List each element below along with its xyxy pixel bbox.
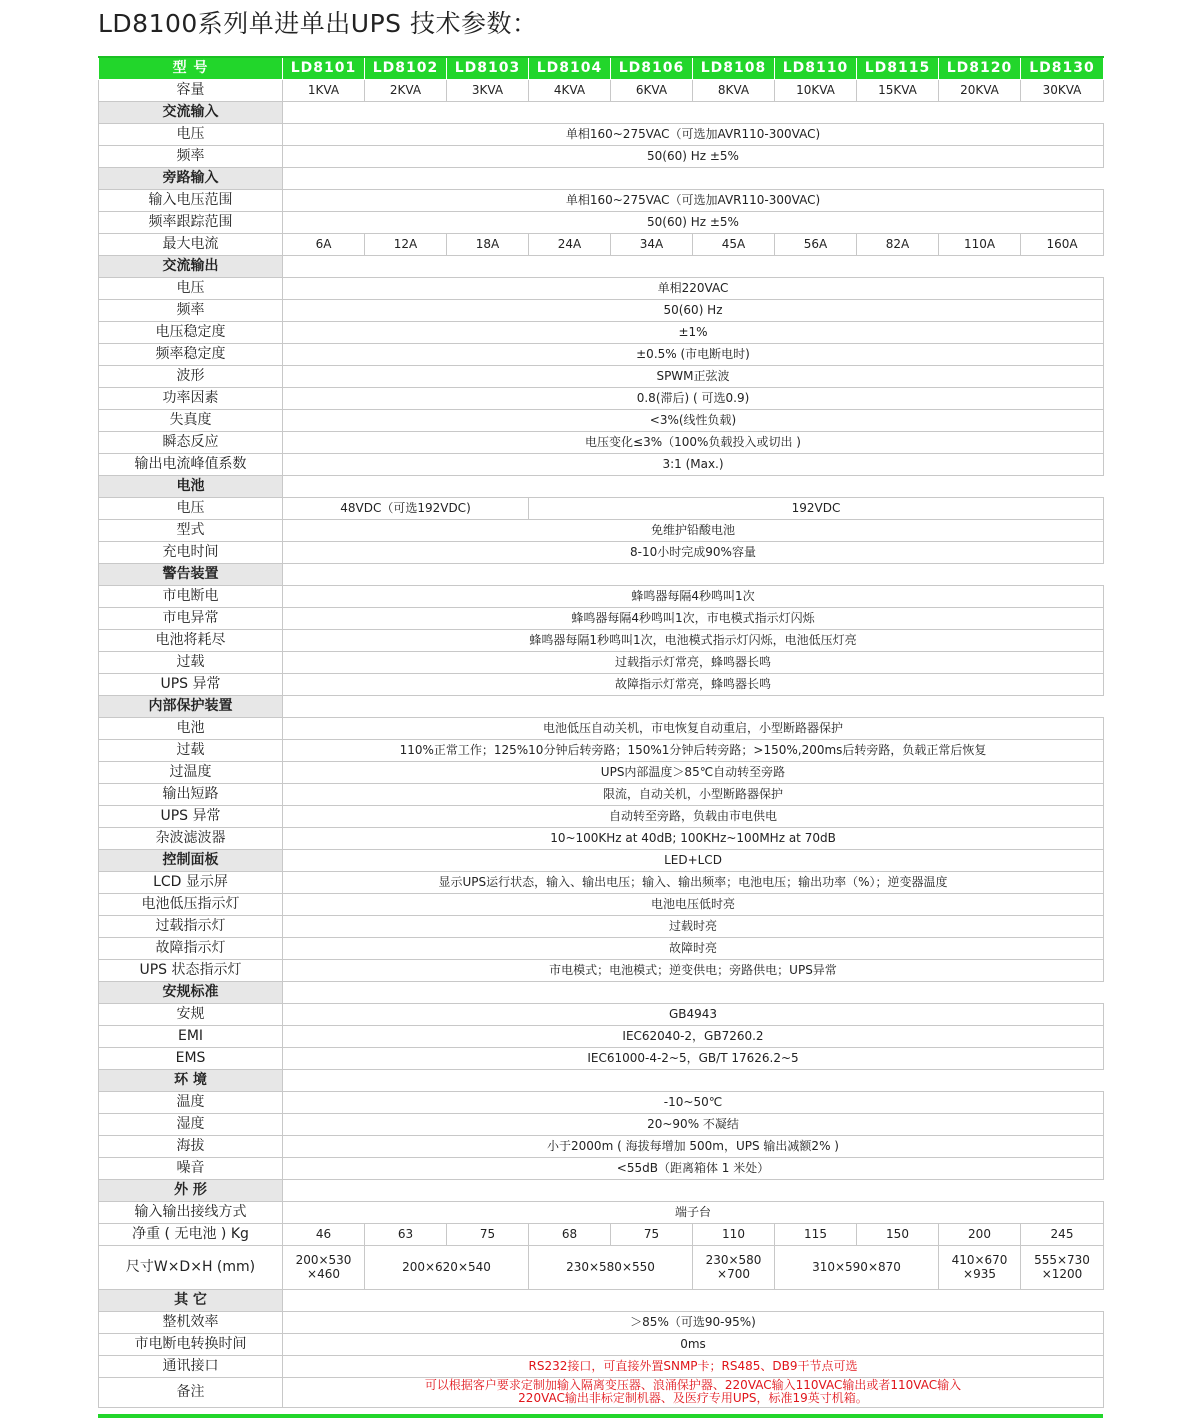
row-value: LED+LCD [283,849,1104,871]
row-value: 10~100KHz at 40dB; 100KHz~100MHz at 70dB [283,827,1104,849]
row-value: 故障时亮 [283,937,1104,959]
row-label: 噪音 [99,1157,283,1179]
row-value: 可以根据客户要求定制加输入隔离变压器、浪涌保护器、220VAC输入110VAC输出或者110VAC输入220VAC输出非标定制机器、及医疗专用UPS，标准19英寸机箱。 [283,1377,1104,1407]
row-label: 输入输出接线方式 [99,1201,283,1223]
table-row [99,321,1104,343]
row-label: EMI [99,1025,283,1047]
row-value-cell: 6KVA [611,79,693,101]
row-value: 电压变化≤3%（100%负载投入或切出 ) [283,431,1104,453]
row-value-cell: 555×730 ×1200 [1021,1245,1104,1289]
table-row [99,915,1104,937]
section-spacer [283,1289,1104,1311]
table-row [99,585,1104,607]
row-value-cell: 1KVA [283,79,365,101]
table-row [99,673,1104,695]
row-label: EMS [99,1047,283,1069]
table-row [99,805,1104,827]
row-label: 故障指示灯 [99,937,283,959]
row-value: IEC62040-2，GB7260.2 [283,1025,1104,1047]
row-value-cell: 20KVA [939,79,1021,101]
section-other [99,1289,1104,1311]
table-row [99,211,1104,233]
table-row [99,1113,1104,1135]
model-header-cell: LD8108 [693,57,775,79]
table-row [99,893,1104,915]
section-ac-input [99,101,1104,123]
table-row [99,783,1104,805]
section-title: 警告装置 [99,563,283,585]
section-title: 交流输出 [99,255,283,277]
row-value-cell: 245 [1021,1223,1104,1245]
model-header-cell: LD8130 [1021,57,1104,79]
row-value: ＞85%（可选90-95%) [283,1311,1104,1333]
row-value-cell: 34A [611,233,693,255]
row-label: 电池低压指示灯 [99,893,283,915]
row-value: <55dB（距离箱体 1 米处） [283,1157,1104,1179]
table-row [99,519,1104,541]
row-value: 48VDC（可选192VDC) [283,497,529,519]
row-value: 小于2000m ( 海拔每增加 500m，UPS 输出减额2% ) [283,1135,1104,1157]
row-value-cell: 110A [939,233,1021,255]
row-value: 市电模式；电池模式；逆变供电；旁路供电；UPS异常 [283,959,1104,981]
row-label: 充电时间 [99,541,283,563]
header-row [99,57,1104,79]
table-row [99,123,1104,145]
row-label: 频率 [99,299,283,321]
table-row [99,937,1104,959]
row-value-cell: 45A [693,233,775,255]
row-label: 输出电流峰值系数 [99,453,283,475]
table-row [99,1047,1104,1069]
row-value-cell: 230×580 ×700 [693,1245,775,1289]
spec-table [98,56,1104,1408]
section-title: 控制面板 [99,849,283,871]
table-row [99,1157,1104,1179]
table-row [99,651,1104,673]
model-header-cell: LD8103 [447,57,529,79]
row-value-cell: 8KVA [693,79,775,101]
row-value-cell: 82A [857,233,939,255]
table-row [99,717,1104,739]
row-value: 电池电压低时亮 [283,893,1104,915]
section-bypass-input [99,167,1104,189]
section-title: 内部保护装置 [99,695,283,717]
row-label: 失真度 [99,409,283,431]
row-value-cell: 15KVA [857,79,939,101]
section-spacer [283,695,1104,717]
row-value: 限流，自动关机，小型断路器保护 [283,783,1104,805]
row-label: UPS 异常 [99,673,283,695]
table-row [99,409,1104,431]
row-label: 市电异常 [99,607,283,629]
row-value: 单相160~275VAC（可选加AVR110-300VAC) [283,189,1104,211]
row-value: 电池低压自动关机，市电恢复自动重启，小型断路器保护 [283,717,1104,739]
row-value: RS232接口，可直接外置SNMP卡；RS485、DB9干节点可选 [283,1355,1104,1377]
row-value: -10~50℃ [283,1091,1104,1113]
section-spacer [283,1069,1104,1091]
table-row [99,629,1104,651]
row-label: 频率 [99,145,283,167]
row-label: 净重 ( 无电池 ) Kg [99,1223,283,1245]
model-header-cell: LD8101 [283,57,365,79]
row-label: 过载指示灯 [99,915,283,937]
section-title: 环 境 [99,1069,283,1091]
table-row [99,1333,1104,1355]
row-label: UPS 状态指示灯 [99,959,283,981]
section-battery [99,475,1104,497]
row-value: UPS内部温度＞85℃自动转至旁路 [283,761,1104,783]
section-spacer [283,101,1104,123]
table-row [99,145,1104,167]
row-label: 海拔 [99,1135,283,1157]
section-title: 交流输入 [99,101,283,123]
row-value: 110%正常工作；125%10分钟后转旁路；150%1分钟后转旁路；>150%,200ms后转旁路，负载正常后恢复 [283,739,1104,761]
row-value-cell: 75 [447,1223,529,1245]
model-header-cell: LD8106 [611,57,693,79]
row-value: 过载指示灯常亮，蜂鸣器长鸣 [283,651,1104,673]
row-value-cell: 3KVA [447,79,529,101]
row-label: 安规 [99,1003,283,1025]
row-label: 电压 [99,277,283,299]
row-value-cell: 24A [529,233,611,255]
row-value: 过载时亮 [283,915,1104,937]
row-label: 型式 [99,519,283,541]
model-header-cell: LD8102 [365,57,447,79]
row-value-cell: 56A [775,233,857,255]
row-label: 电池 [99,717,283,739]
section-spacer [283,981,1104,1003]
model-header-cell: LD8120 [939,57,1021,79]
row-label: LCD 显示屏 [99,871,283,893]
row-value: 20~90% 不凝结 [283,1113,1104,1135]
row-value: 192VDC [529,497,1104,519]
model-header-cell: LD8110 [775,57,857,79]
table-row [99,761,1104,783]
row-value-cell: 18A [447,233,529,255]
table-row [99,1091,1104,1113]
row-value-cell: 6A [283,233,365,255]
table-row [99,739,1104,761]
row-value-cell: 160A [1021,233,1104,255]
table-row [99,343,1104,365]
row-value: 免维护铅酸电池 [283,519,1104,541]
row-value-cell: 46 [283,1223,365,1245]
table-row [99,1025,1104,1047]
row-label: 瞬态反应 [99,431,283,453]
table-row [99,299,1104,321]
row-value: 自动转至旁路，负载由市电供电 [283,805,1104,827]
table-row [99,497,1104,519]
row-value: 故障指示灯常亮，蜂鸣器长鸣 [283,673,1104,695]
section-environment [99,1069,1104,1091]
row-value: IEC61000-4-2~5，GB/T 17626.2~5 [283,1047,1104,1069]
row-label: 电池将耗尽 [99,629,283,651]
row-label: 电压稳定度 [99,321,283,343]
section-safety [99,981,1104,1003]
table-row [99,871,1104,893]
row-value-cell: 68 [529,1223,611,1245]
row-value-cell: 63 [365,1223,447,1245]
row-value-cell: 230×580×550 [529,1245,693,1289]
row-value: 蜂鸣器每隔4秒鸣叫1次 [283,585,1104,607]
row-label: 电压 [99,497,283,519]
row-value-cell: 12A [365,233,447,255]
model-header-cell: LD8115 [857,57,939,79]
table-row [99,1223,1104,1245]
row-label: 频率跟踪范围 [99,211,283,233]
row-value-cell: 200×530 ×460 [283,1245,365,1289]
row-label: 输入电压范围 [99,189,283,211]
row-value-cell: 200 [939,1223,1021,1245]
table-row [99,277,1104,299]
table-row [99,827,1104,849]
row-value-cell: 410×670 ×935 [939,1245,1021,1289]
row-value-cell: 4KVA [529,79,611,101]
row-value: 50(60) Hz [283,299,1104,321]
row-label: 备注 [99,1377,283,1407]
section-title: 安规标准 [99,981,283,1003]
row-label: 过载 [99,651,283,673]
section-title: 电池 [99,475,283,497]
table-row [99,431,1104,453]
row-value-cell: 30KVA [1021,79,1104,101]
table-row [99,607,1104,629]
row-value-cell: 150 [857,1223,939,1245]
section-spacer [283,475,1104,497]
row-label: 通讯接口 [99,1355,283,1377]
row-value: 0.8(滞后) ( 可选0.9) [283,387,1104,409]
section-alarms [99,563,1104,585]
section-spacer [283,563,1104,585]
row-value: ±1% [283,321,1104,343]
row-label: 电压 [99,123,283,145]
row-value: GB4943 [283,1003,1104,1025]
row-label: 整机效率 [99,1311,283,1333]
row-value: 蜂鸣器每隔4秒鸣叫1次，市电模式指示灯闪烁 [283,607,1104,629]
row-value: 50(60) Hz ±5% [283,145,1104,167]
model-header-cell: LD8104 [529,57,611,79]
table-row [99,1245,1104,1289]
row-value: 显示UPS运行状态，输入、输出电压；输入、输出频率；电池电压；输出功率（%）；逆变器温度 [283,871,1104,893]
table-row [99,1003,1104,1025]
section-title: 旁路输入 [99,167,283,189]
section-spacer [283,255,1104,277]
row-value-cell: 110 [693,1223,775,1245]
row-label: 杂波滤波器 [99,827,283,849]
section-spacer [283,167,1104,189]
section-spacer [283,1179,1104,1201]
table-row [99,1311,1104,1333]
table-row [99,387,1104,409]
row-value-cell: 310×590×870 [775,1245,939,1289]
row-label: UPS 异常 [99,805,283,827]
row-label: 功率因素 [99,387,283,409]
section-protection [99,695,1104,717]
table-row [99,233,1104,255]
row-value: ±0.5% (市电断电时) [283,343,1104,365]
row-value: 单相160~275VAC（可选加AVR110-300VAC) [283,123,1104,145]
row-label: 过载 [99,739,283,761]
section-ac-output [99,255,1104,277]
row-label: 容量 [99,79,283,101]
row-label: 最大电流 [99,233,283,255]
row-label: 温度 [99,1091,283,1113]
table-row [99,1135,1104,1157]
section-title: 外 形 [99,1179,283,1201]
row-value: 8-10小时完成90%容量 [283,541,1104,563]
table-row [99,959,1104,981]
row-label: 波形 [99,365,283,387]
page-title: LD8100系列单进单出UPS 技术参数： [98,9,538,38]
row-value-cell: 75 [611,1223,693,1245]
model-header-label: 型 号 [99,57,283,79]
row-value: 端子台 [283,1201,1104,1223]
row-label: 过温度 [99,761,283,783]
table-row [99,453,1104,475]
row-value: 50(60) Hz ±5% [283,211,1104,233]
row-value: 0ms [283,1333,1104,1355]
table-row [99,1355,1104,1377]
row-label: 输出短路 [99,783,283,805]
table-row [99,1377,1104,1407]
row-value-cell: 115 [775,1223,857,1245]
row-label: 市电断电 [99,585,283,607]
row-label: 尺寸W×D×H (mm) [99,1245,283,1289]
table-row [99,541,1104,563]
table-row [99,189,1104,211]
table-row [99,79,1104,101]
row-value: <3%(线性负载) [283,409,1104,431]
row-value: SPWM正弦波 [283,365,1104,387]
section-control-panel [99,849,1104,871]
row-value-cell: 2KVA [365,79,447,101]
table-row [99,365,1104,387]
section-appearance [99,1179,1104,1201]
row-value: 单相220VAC [283,277,1104,299]
row-label: 市电断电转换时间 [99,1333,283,1355]
section-title: 其 它 [99,1289,283,1311]
row-value: 3:1 (Max.) [283,453,1104,475]
row-value: 蜂鸣器每隔1秒鸣叫1次，电池模式指示灯闪烁，电池低压灯亮 [283,629,1104,651]
row-label: 湿度 [99,1113,283,1135]
table-row [99,1201,1104,1223]
row-value-cell: 200×620×540 [365,1245,529,1289]
bottom-green-bar [98,1414,1103,1418]
row-label: 频率稳定度 [99,343,283,365]
row-value-cell: 10KVA [775,79,857,101]
